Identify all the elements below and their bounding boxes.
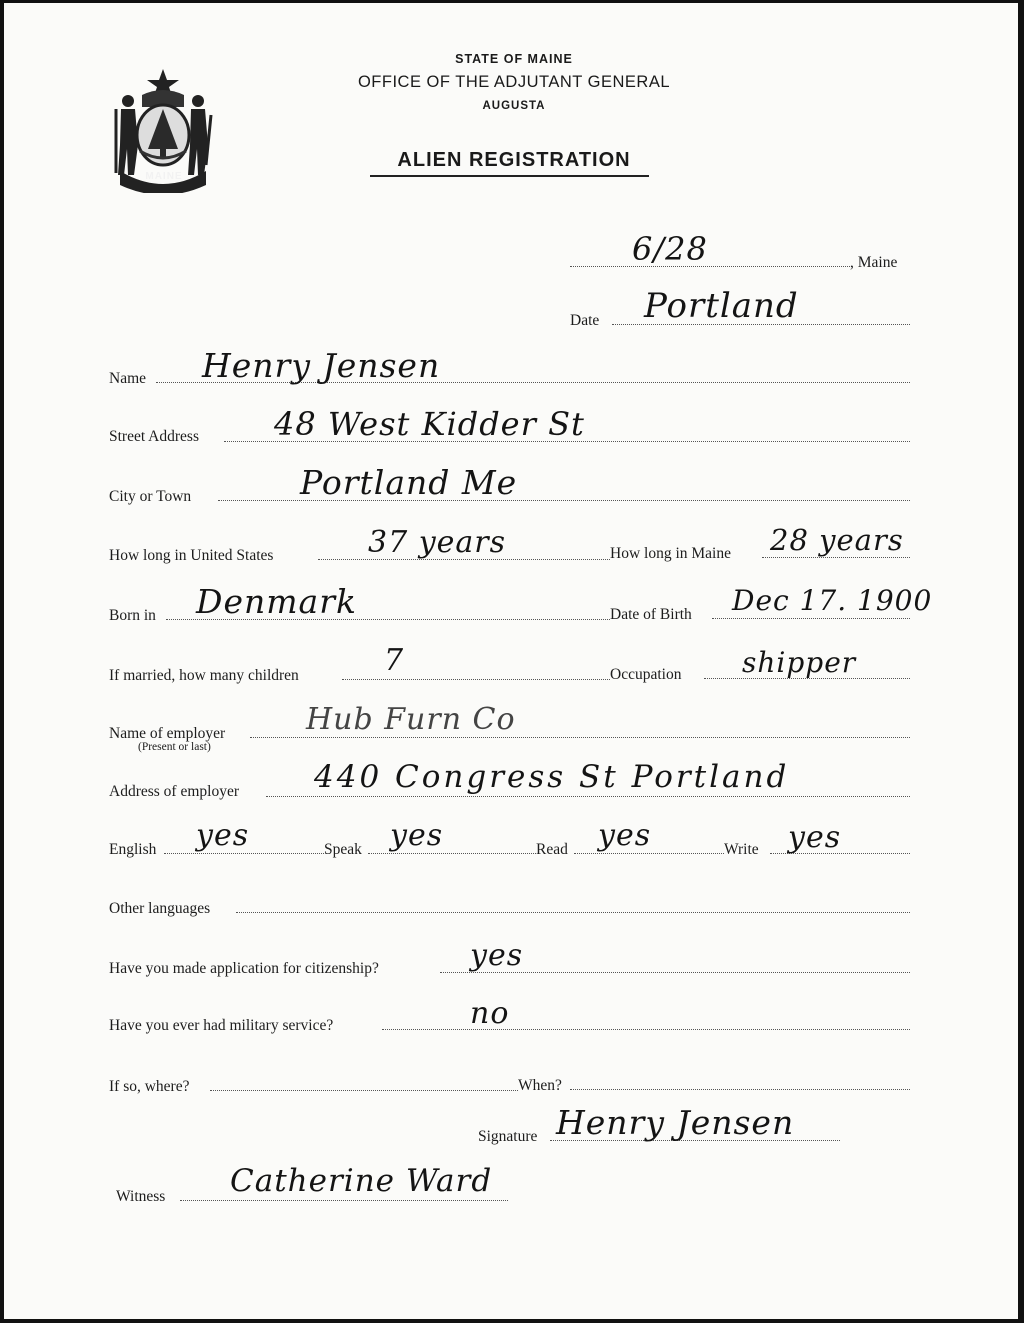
date-label: Date [570, 312, 600, 329]
street-address-label: Street Address [109, 428, 199, 445]
name-label: Name [109, 370, 147, 387]
english-label: English [109, 841, 157, 858]
speak-label: Speak [324, 841, 362, 858]
witness-entry[interactable]: Catherine Ward [230, 1163, 493, 1199]
military-entry[interactable]: no [470, 996, 510, 1031]
read-entry[interactable]: yes [598, 818, 652, 853]
how-long-maine-line [762, 557, 910, 558]
registration-form [4, 3, 1018, 1319]
place-line [570, 266, 850, 267]
city-heading: AUGUSTA [482, 100, 546, 112]
state-heading: STATE OF MAINE [455, 52, 573, 66]
when-line [570, 1089, 910, 1090]
children-label: If married, how many children [109, 667, 299, 684]
children-entry[interactable]: 7 [384, 643, 405, 678]
occupation-label: Occupation [610, 666, 682, 683]
employer-address-label: Address of employer [109, 783, 239, 800]
how-long-us-label: How long in United States [109, 547, 274, 564]
city-entry[interactable]: Portland Me [300, 463, 518, 502]
signature-label: Signature [478, 1128, 538, 1145]
how-long-maine-label: How long in Maine [610, 545, 731, 562]
title-underline [370, 175, 649, 177]
read-line [574, 853, 724, 854]
date-entry[interactable]: Portland [644, 286, 799, 326]
form-title: ALIEN REGISTRATION [397, 149, 631, 171]
city-label: City or Town [109, 488, 192, 505]
where-line [210, 1090, 518, 1091]
employer-line [250, 737, 910, 738]
citizenship-label: Have you made application for citizenship? [109, 960, 379, 977]
name-entry[interactable]: Henry Jensen [202, 346, 441, 385]
employer-label: Name of employer [109, 725, 226, 742]
other-languages-label: Other languages [109, 900, 211, 917]
date-of-birth-line [712, 618, 910, 619]
english-line [164, 853, 324, 854]
born-in-label: Born in [109, 607, 156, 624]
military-line [382, 1029, 910, 1030]
how-long-us-entry[interactable]: 37 years [368, 525, 507, 560]
write-entry[interactable]: yes [788, 820, 842, 855]
how-long-maine-entry[interactable]: 28 years [770, 523, 904, 557]
place-suffix-label: , Maine [850, 254, 898, 271]
when-label: When? [518, 1077, 562, 1094]
street-address-entry[interactable]: 48 West Kidder St [274, 405, 585, 443]
office-heading: OFFICE OF THE ADJUTANT GENERAL [357, 73, 671, 91]
citizenship-entry[interactable]: yes [470, 938, 524, 973]
read-label: Read [536, 841, 568, 858]
employer-sublabel: (Present or last) [138, 741, 211, 753]
write-label: Write [724, 841, 759, 858]
employer-entry[interactable]: Hub Furn Co [306, 702, 516, 737]
speak-entry[interactable]: yes [390, 818, 444, 853]
military-label: Have you ever had military service? [109, 1017, 334, 1034]
english-entry[interactable]: yes [196, 818, 250, 853]
witness-label: Witness [116, 1188, 166, 1205]
witness-line [180, 1200, 508, 1201]
speak-line [368, 853, 536, 854]
date-of-birth-label: Date of Birth [610, 606, 692, 623]
where-label: If so, where? [109, 1078, 190, 1095]
occupation-entry[interactable]: shipper [742, 646, 857, 679]
place-entry[interactable]: 6/28 [632, 230, 708, 268]
other-languages-line [236, 912, 910, 913]
born-in-entry[interactable]: Denmark [196, 582, 357, 621]
employer-address-entry[interactable]: 440 Congress St Portland [314, 759, 790, 795]
date-of-birth-entry[interactable]: Dec 17. 1900 [732, 584, 933, 617]
employer-address-line [266, 796, 910, 797]
children-line [342, 679, 610, 680]
seal-banner-text: MAINE [145, 171, 183, 182]
signature-entry[interactable]: Henry Jensen [556, 1103, 795, 1142]
